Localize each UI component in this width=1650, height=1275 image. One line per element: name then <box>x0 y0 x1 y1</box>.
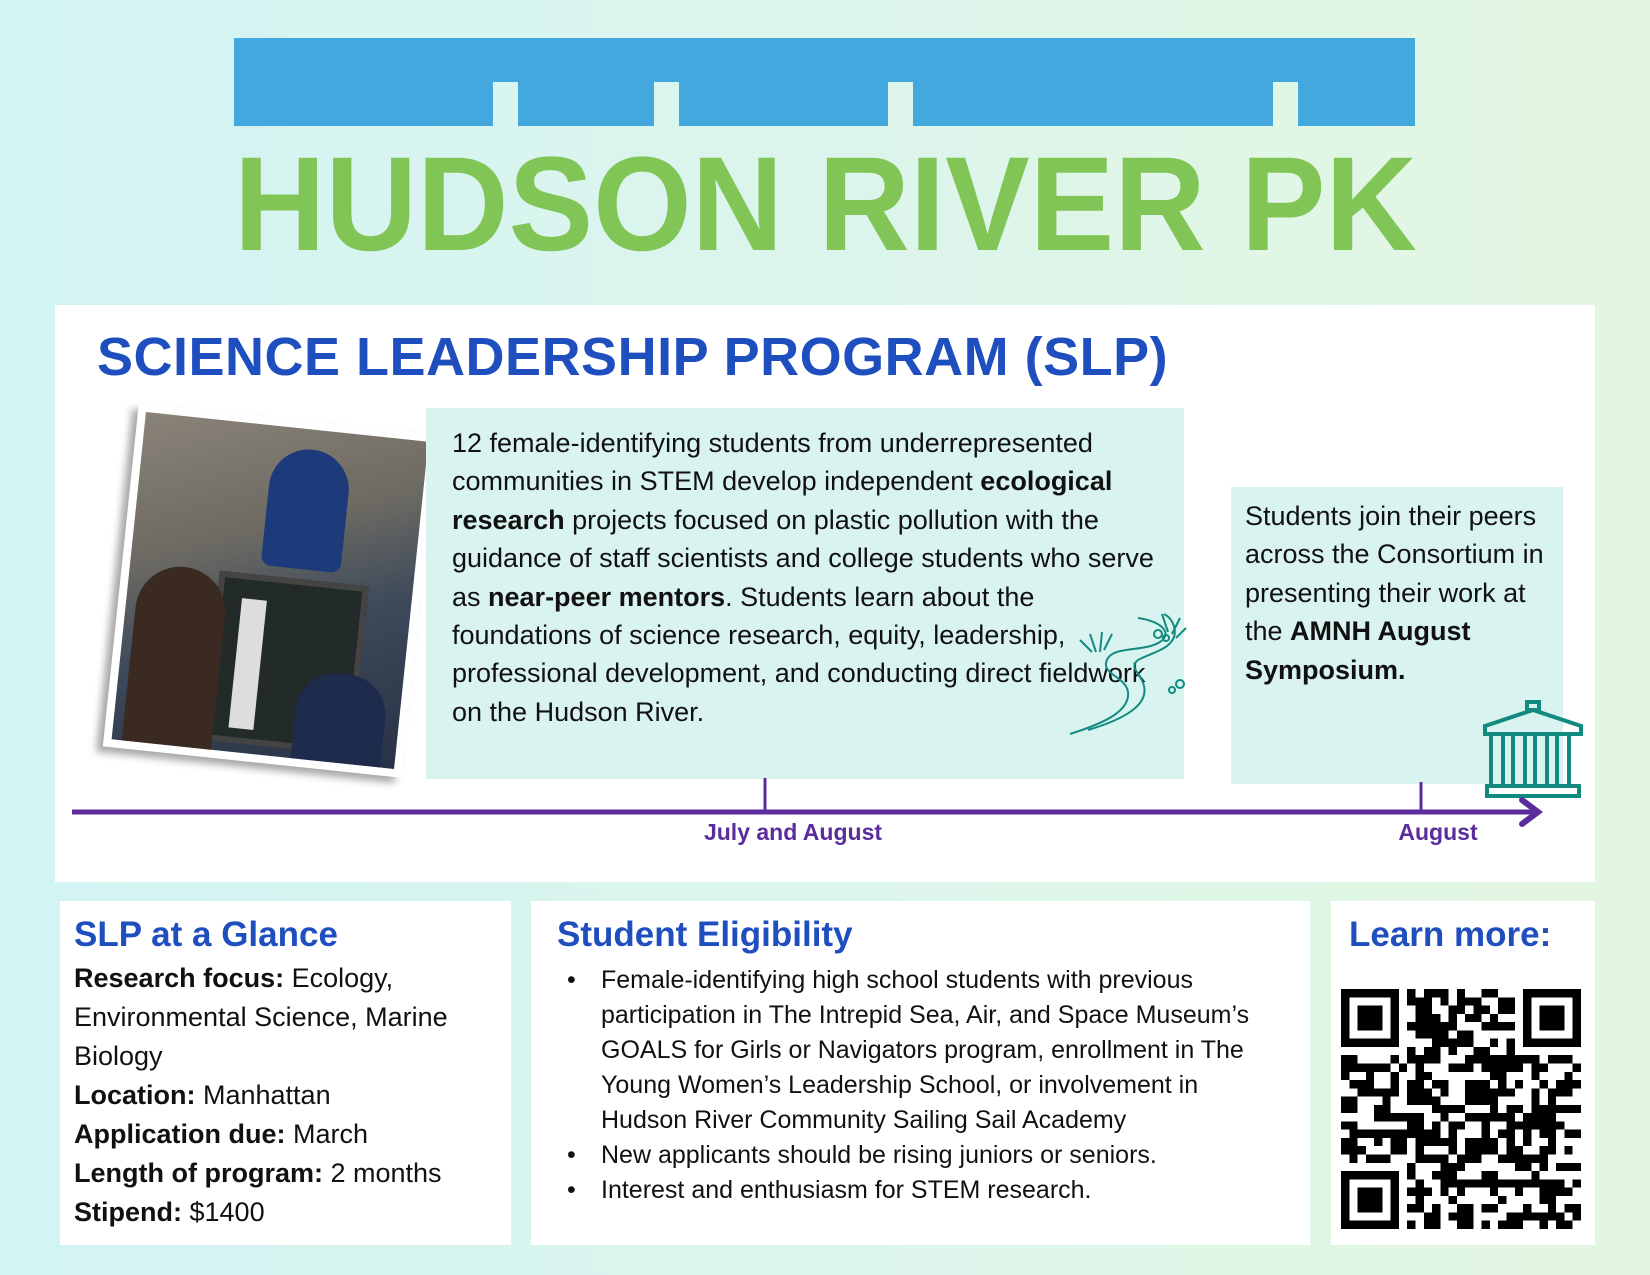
page-title: SCIENCE LEADERSHIP PROGRAM (SLP) <box>97 327 1169 387</box>
program-description: 12 female-identifying students from underrepresented communities in STEM develop independent ecological research projects focused on plastic pollution with the guidance of staff scientists and college students who serve as near-peer mentors. Students learn about the foundations of science research, equity, leadership, professional development, and conducting direct fieldwork on the Hudson River. <box>426 408 1184 779</box>
students-fieldwork-photo <box>103 403 437 777</box>
glance-heading: SLP at a Glance <box>74 915 338 954</box>
learn-more-heading: Learn more: <box>1349 915 1552 954</box>
glance-item: Research focus: Ecology, Environmental Science, Marine Biology <box>74 963 448 1071</box>
eligibility-item: • New applicants should be rising juniors or seniors. <box>557 1138 1284 1173</box>
glance-item: Stipend: $1400 <box>74 1197 265 1227</box>
glance-item: Application due: March <box>74 1119 369 1149</box>
glance-item: Location: Manhattan <box>74 1080 331 1110</box>
timeline-label-july-august: July and August <box>703 819 883 845</box>
river-icon <box>1068 612 1188 738</box>
symposium-description: Students join their peers across the Consortium in presenting their work at the AMNH August Symposium. <box>1231 487 1563 784</box>
eligibility-item: • Interest and enthusiasm for STEM research. <box>557 1173 1284 1208</box>
learn-more-card <box>1331 901 1595 1245</box>
eligibility-heading: Student Eligibility <box>557 915 853 954</box>
glance-card <box>60 901 511 1245</box>
hudson-river-park-logo <box>0 0 1650 260</box>
eligibility-card <box>531 901 1310 1245</box>
eligibility-item: • Female-identifying high school students with previous participation in The Intrepid Sea, Air, and Space Museum’s GOALS for Girls or Navigators program, enrollment in The Young Women’s Leadership School, or involvement in Hudson River Community Sailing Sail Academy <box>557 963 1284 1138</box>
glance-item: Length of program: 2 months <box>74 1158 442 1188</box>
logo-text: HUDSON RIVER PK <box>234 130 1417 260</box>
timeline-label-august: August <box>1398 819 1478 845</box>
qr-code[interactable] <box>1341 989 1581 1229</box>
